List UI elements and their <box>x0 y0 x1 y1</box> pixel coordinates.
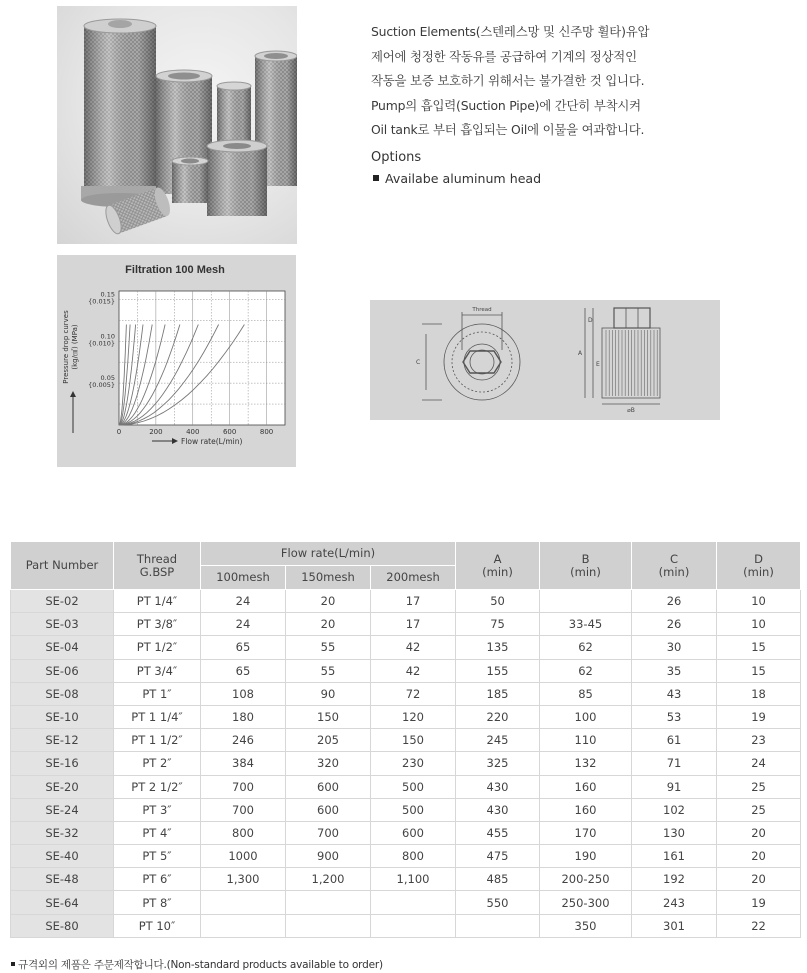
table-cell-m200: 1,100 <box>371 868 456 891</box>
table-cell-c: 161 <box>632 845 717 868</box>
table-cell-m100: 65 <box>201 659 286 682</box>
table-cell-b: 62 <box>540 636 632 659</box>
table-cell-m100: 24 <box>201 590 286 613</box>
header-c <box>632 542 717 590</box>
table-cell-thread: PT 3″ <box>114 798 201 821</box>
table-cell-m150: 55 <box>286 636 371 659</box>
table-cell-thread: PT 2″ <box>114 752 201 775</box>
table-cell-m200: 120 <box>371 705 456 728</box>
table-cell-part: SE-16 <box>11 752 114 775</box>
dimension-drawing <box>370 300 720 420</box>
table-cell-b: 132 <box>540 752 632 775</box>
table-cell-m100: 800 <box>201 821 286 844</box>
y-tick-label: 0.15 <box>100 290 115 299</box>
arrow-up-icon <box>70 391 76 397</box>
arrow-right-icon <box>172 438 178 444</box>
y-tick-label-mpa: {0.015} <box>88 297 115 306</box>
table-cell-d: 20 <box>717 868 801 891</box>
table-cell-part: SE-04 <box>11 636 114 659</box>
header-a-label: A <box>493 551 502 566</box>
header-b-label: B <box>581 551 590 566</box>
table-cell-part: SE-02 <box>11 590 114 613</box>
table-cell-part: SE-20 <box>11 775 114 798</box>
table-cell-d: 18 <box>717 682 801 705</box>
table-cell-b: 200-250 <box>540 868 632 891</box>
plot-area <box>119 291 285 425</box>
table-cell-a: 50 <box>456 590 540 613</box>
table-cell-m100: 1,300 <box>201 868 286 891</box>
x-tick-label: 200 <box>149 428 163 436</box>
table-cell-c: 71 <box>632 752 717 775</box>
spec-table <box>10 541 801 938</box>
table-cell-m100 <box>201 891 286 914</box>
mesh-lines <box>606 330 657 396</box>
footnote <box>11 957 383 972</box>
table-cell-m150: 55 <box>286 659 371 682</box>
header-d-label: D <box>754 551 763 566</box>
table-cell-c: 43 <box>632 682 717 705</box>
table-cell-m150: 320 <box>286 752 371 775</box>
table-row <box>11 845 801 868</box>
table-cell-part: SE-40 <box>11 845 114 868</box>
table-cell-b: 33-45 <box>540 613 632 636</box>
description-block <box>371 20 791 143</box>
table-cell-d: 10 <box>717 613 801 636</box>
description-line: 제어에 청정한 작동유를 공급하여 기계의 정상적인 <box>371 48 637 64</box>
table-cell-thread: PT 1″ <box>114 682 201 705</box>
header-d <box>717 542 801 590</box>
chart-x-label: Flow rate(L/min) <box>181 437 243 446</box>
table-cell-m200: 500 <box>371 798 456 821</box>
suction-filters-illustration <box>57 6 297 244</box>
chart-y-label: Pressure drop curves <box>62 310 70 384</box>
table-cell-b: 100 <box>540 705 632 728</box>
table-cell-m150: 600 <box>286 775 371 798</box>
header-d-min: (min) <box>743 564 774 579</box>
table-cell-b: 160 <box>540 798 632 821</box>
header-part-number: Part Number <box>11 542 114 590</box>
table-cell-thread: PT 2 1/2″ <box>114 775 201 798</box>
table-row <box>11 613 801 636</box>
table-cell-m150 <box>286 891 371 914</box>
spec-table-body <box>11 590 801 938</box>
table-row <box>11 914 801 937</box>
x-tick-label: 0 <box>116 428 122 436</box>
table-cell-b: 350 <box>540 914 632 937</box>
table-cell-d: 15 <box>717 636 801 659</box>
header-thread-line2: G.BSP <box>139 564 175 579</box>
y-tick-label-mpa: {0.010} <box>88 339 115 348</box>
top-view <box>422 312 520 400</box>
x-tick-label: 800 <box>259 428 274 436</box>
table-cell-m200: 600 <box>371 821 456 844</box>
table-cell-m100: 24 <box>201 613 286 636</box>
table-cell-a: 430 <box>456 775 540 798</box>
table-cell-m150: 600 <box>286 798 371 821</box>
header-a <box>456 542 540 590</box>
table-cell-m200: 17 <box>371 613 456 636</box>
table-cell-m150: 150 <box>286 705 371 728</box>
table-cell-part: SE-80 <box>11 914 114 937</box>
table-row <box>11 798 801 821</box>
options-item <box>373 171 541 186</box>
table-cell-m200: 230 <box>371 752 456 775</box>
table-cell-a: 75 <box>456 613 540 636</box>
table-row <box>11 775 801 798</box>
bullet-square-icon <box>11 962 15 966</box>
e-label: E <box>596 361 600 368</box>
table-cell-c: 26 <box>632 613 717 636</box>
table-cell-b: 110 <box>540 729 632 752</box>
filtration-chart <box>57 255 296 467</box>
table-cell-part: SE-08 <box>11 682 114 705</box>
options-item-label: Availabe aluminum head <box>385 171 542 186</box>
table-cell-thread: PT 10″ <box>114 914 201 937</box>
table-cell-thread: PT 5″ <box>114 845 201 868</box>
table-cell-part: SE-10 <box>11 705 114 728</box>
table-row <box>11 729 801 752</box>
table-row <box>11 705 801 728</box>
table-cell-c: 61 <box>632 729 717 752</box>
chart-grid <box>119 291 285 425</box>
table-cell-part: SE-32 <box>11 821 114 844</box>
table-cell-b: 190 <box>540 845 632 868</box>
table-cell-a: 485 <box>456 868 540 891</box>
table-cell-a: 220 <box>456 705 540 728</box>
table-cell-m200: 72 <box>371 682 456 705</box>
header-a-min: (min) <box>482 564 513 579</box>
x-tick-label: 600 <box>222 428 237 436</box>
chart-x-ticks <box>117 428 273 436</box>
table-row <box>11 590 801 613</box>
bullet-square-icon <box>373 175 379 181</box>
options-title: Options <box>371 150 422 165</box>
table-cell-m200 <box>371 914 456 937</box>
table-cell-thread: PT 1/4″ <box>114 590 201 613</box>
table-cell-m100: 1000 <box>201 845 286 868</box>
table-cell-m200: 150 <box>371 729 456 752</box>
header-100mesh: 100mesh <box>201 566 286 590</box>
header-c-label: C <box>670 551 679 566</box>
table-cell-part: SE-03 <box>11 613 114 636</box>
table-row <box>11 891 801 914</box>
table-cell-thread: PT 1 1/4″ <box>114 705 201 728</box>
table-cell-m100: 384 <box>201 752 286 775</box>
table-cell-d: 25 <box>717 775 801 798</box>
y-tick-label-mpa: {0.005} <box>88 381 115 390</box>
table-cell-a: 245 <box>456 729 540 752</box>
table-cell-thread: PT 6″ <box>114 868 201 891</box>
table-cell-part: SE-12 <box>11 729 114 752</box>
table-cell-d: 22 <box>717 914 801 937</box>
table-cell-d: 23 <box>717 729 801 752</box>
header-b-min: (min) <box>570 564 601 579</box>
table-cell-c: 301 <box>632 914 717 937</box>
table-cell-m200: 17 <box>371 590 456 613</box>
table-cell-b: 170 <box>540 821 632 844</box>
table-cell-m100: 700 <box>201 775 286 798</box>
table-cell-thread: PT 1/2″ <box>114 636 201 659</box>
table-cell-m150: 20 <box>286 613 371 636</box>
table-cell-m200 <box>371 891 456 914</box>
table-cell-b: 250-300 <box>540 891 632 914</box>
header-b <box>540 542 632 590</box>
chart-y-label-units: (kg/㎠) (MPa) <box>71 324 79 370</box>
table-cell-m150 <box>286 914 371 937</box>
table-row <box>11 868 801 891</box>
table-cell-d: 15 <box>717 659 801 682</box>
table-cell-thread: PT 3/8″ <box>114 613 201 636</box>
table-cell-b: 85 <box>540 682 632 705</box>
header-200mesh: 200mesh <box>371 566 456 590</box>
table-cell-c: 26 <box>632 590 717 613</box>
table-cell-part: SE-48 <box>11 868 114 891</box>
table-cell-a: 155 <box>456 659 540 682</box>
table-cell-c: 102 <box>632 798 717 821</box>
table-cell-part: SE-64 <box>11 891 114 914</box>
table-cell-m150: 1,200 <box>286 868 371 891</box>
y-tick-label: 0.10 <box>100 332 115 341</box>
b-label: ⌀B <box>627 407 635 414</box>
table-cell-d: 20 <box>717 845 801 868</box>
table-cell-d: 10 <box>717 590 801 613</box>
table-cell-m150: 900 <box>286 845 371 868</box>
chart-title: Filtration 100 Mesh <box>125 264 225 276</box>
table-cell-m200: 800 <box>371 845 456 868</box>
table-cell-m200: 500 <box>371 775 456 798</box>
table-cell-b: 62 <box>540 659 632 682</box>
table-cell-a: 185 <box>456 682 540 705</box>
table-cell-c: 243 <box>632 891 717 914</box>
description-line: Oil tank로 부터 흡입되는 Oil에 이물을 여과합니다. <box>371 122 645 137</box>
c-label: C <box>416 359 421 366</box>
table-cell-a <box>456 914 540 937</box>
table-cell-thread: PT 1 1/2″ <box>114 729 201 752</box>
table-cell-b: 160 <box>540 775 632 798</box>
table-cell-thread: PT 3/4″ <box>114 659 201 682</box>
table-cell-a: 135 <box>456 636 540 659</box>
header-thread-line1: Thread <box>136 551 178 566</box>
footnote-text: 규격외의 제품은 주문제작합니다.(Non-standard products available to order) <box>18 959 383 971</box>
table-cell-c: 53 <box>632 705 717 728</box>
chart-y-ticks <box>88 290 115 389</box>
table-cell-a: 475 <box>456 845 540 868</box>
a-label: A <box>578 350 583 357</box>
description-line: 작동을 보증 보호하기 위해서는 불가결한 것 입니다. <box>371 73 645 88</box>
table-cell-m200: 42 <box>371 636 456 659</box>
table-cell-m100: 108 <box>201 682 286 705</box>
table-cell-d: 24 <box>717 752 801 775</box>
x-tick-label: 400 <box>186 428 200 436</box>
table-cell-a: 455 <box>456 821 540 844</box>
header-150mesh: 150mesh <box>286 566 371 590</box>
table-cell-a: 325 <box>456 752 540 775</box>
table-cell-m100 <box>201 914 286 937</box>
table-cell-thread: PT 8″ <box>114 891 201 914</box>
table-cell-d: 25 <box>717 798 801 821</box>
table-cell-m150: 205 <box>286 729 371 752</box>
table-cell-m100: 180 <box>201 705 286 728</box>
d-label: D <box>588 317 593 324</box>
header-flow-rate: Flow rate(L/min) <box>201 542 456 566</box>
table-cell-c: 30 <box>632 636 717 659</box>
table-cell-m150: 700 <box>286 821 371 844</box>
table-cell-m100: 700 <box>201 798 286 821</box>
header-thread <box>114 542 201 590</box>
header-c-min: (min) <box>658 564 690 579</box>
table-cell-c: 192 <box>632 868 717 891</box>
table-cell-c: 91 <box>632 775 717 798</box>
table-cell-c: 130 <box>632 821 717 844</box>
table-cell-d: 19 <box>717 705 801 728</box>
dimension-diagram <box>370 300 720 420</box>
table-cell-part: SE-24 <box>11 798 114 821</box>
description-line: Suction Elements(스텐레스망 및 신주망 휠타)유압 <box>371 24 650 39</box>
table-cell-m150: 90 <box>286 682 371 705</box>
description-line: Pump의 흡입력(Suction Pipe)에 간단히 부착시켜 <box>371 97 641 113</box>
table-cell-c: 35 <box>632 659 717 682</box>
thread-label: Thread <box>472 307 492 313</box>
table-row <box>11 659 801 682</box>
chart-canvas <box>57 255 296 467</box>
table-cell-b <box>540 590 632 613</box>
table-row <box>11 682 801 705</box>
y-tick-label: 0.05 <box>100 374 115 383</box>
table-cell-m100: 246 <box>201 729 286 752</box>
table-row <box>11 821 801 844</box>
table-cell-d: 20 <box>717 821 801 844</box>
table-cell-a: 430 <box>456 798 540 821</box>
table-cell-m200: 42 <box>371 659 456 682</box>
side-view <box>585 308 660 404</box>
table-cell-m100: 65 <box>201 636 286 659</box>
table-cell-m150: 20 <box>286 590 371 613</box>
table-row <box>11 752 801 775</box>
table-cell-part: SE-06 <box>11 659 114 682</box>
product-photo <box>57 6 297 244</box>
table-cell-d: 19 <box>717 891 801 914</box>
table-row <box>11 636 801 659</box>
table-cell-a: 550 <box>456 891 540 914</box>
table-cell-thread: PT 4″ <box>114 821 201 844</box>
